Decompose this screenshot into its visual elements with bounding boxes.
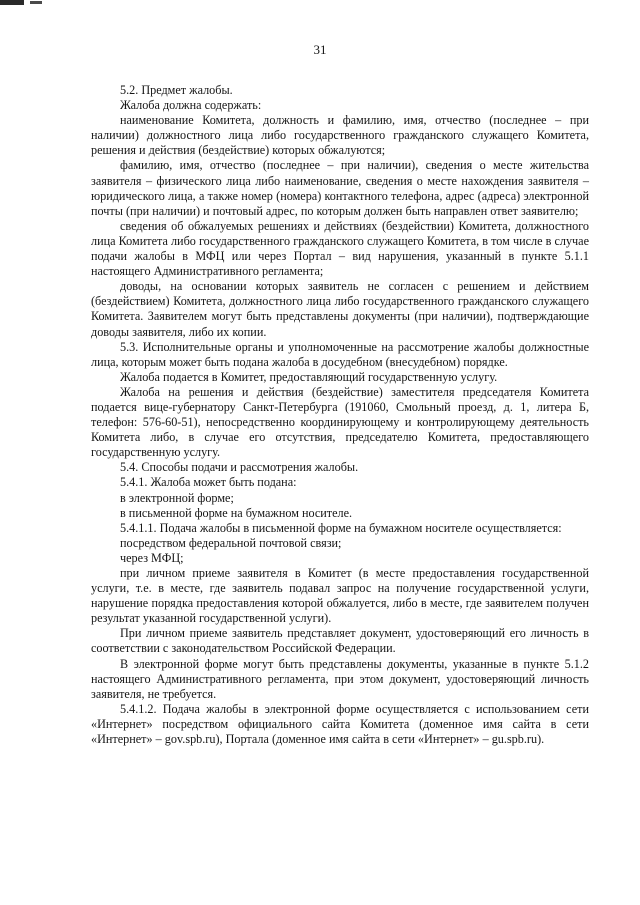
paragraph: посредством федеральной почтовой связи;	[120, 535, 342, 550]
paragraph: Жалоба подается в Комитет, предоставляющий государственную услугу.	[120, 369, 498, 384]
paragraph: фамилию, имя, отчество (последнее – при наличии), сведения о месте жительства заявителя – физического лица либо наименование, сведения о месте нахождения заявителя – юридического лица, а также номер (номера) контактного телефона, адрес (адреса) электронной почты (при наличии) и почтовый адрес, по которым должен быть направлен ответ заявителю;	[91, 158, 589, 218]
page-number: 31	[313, 42, 327, 57]
paragraph: В электронной форме могут быть представлены документы, указанные в пункте 5.1.2 настоящего Административного регламента, при этом документ, удостоверяющий личность заявителя, не требуется.	[91, 656, 589, 701]
paragraph: в письменной форме на бумажном носителе.	[120, 505, 353, 520]
document-body	[91, 83, 589, 747]
scan-edge-mark-secondary	[30, 1, 42, 4]
paragraph: доводы, на основании которых заявитель не согласен с решением и действием (бездействием) Комитета, должностного лица либо государственного гражданского служащего Комитета. Заявителем могут быть представлены документы (при наличии), подтверждающие доводы заявителя, либо их копии.	[91, 279, 589, 339]
section-heading-5-2: 5.2. Предмет жалобы.	[120, 83, 233, 97]
paragraph: при личном приеме заявителя в Комитет (в месте предоставления государственной услуги, т.е. в месте, где заявитель подавал запрос на получение государственной услуги, нарушение порядка предоставления которой обжалуется, либо в месте, где заявителем получен результат указанной государственной услуги).	[91, 566, 589, 626]
paragraph: сведения об обжалуемых решениях и действиях (бездействии) Комитета, должностного лица Комитета либо государственного гражданского служащего Комитета, в том числе в случае подачи жалобы в МФЦ или через Портал – вид нарушения, указанный в пункте 5.1.1 настоящего Административного регламента;	[91, 218, 589, 279]
scan-edge-mark	[0, 0, 24, 5]
section-heading-5-4: 5.4. Способы подачи и рассмотрения жалобы.	[120, 460, 359, 475]
paragraph: Жалоба должна содержать:	[120, 98, 262, 113]
paragraph: 5.4.1.2. Подача жалобы в электронной форме осуществляется с использованием сети «Интернет» посредством официального сайта Комитета (доменное имя сайта в сети «Интернет» – gov.spb.ru), Портала (доменное имя сайта в сети «Интернет» – gu.spb.ru).	[91, 701, 589, 747]
paragraph: наименование Комитета, должность и фамилию, имя, отчество (последнее – при наличии) должностного лица либо государственного гражданского служащего Комитета, решения и действия (бездействие) которых обжалуются;	[91, 113, 589, 158]
paragraph: через МФЦ;	[120, 550, 184, 565]
paragraph: в электронной форме;	[120, 490, 234, 505]
paragraph: 5.4.1.1. Подача жалобы в письменной форме на бумажном носителе осуществляется:	[120, 520, 562, 535]
paragraph: Жалоба на решения и действия (бездействие) заместителя председателя Комитета подается вице-губернатору Санкт-Петербурга (191060, Смольный проезд, д. 1, литера Б, телефон: 576-60-51), непосредственно координирующему и контролирующему деятельность Комитета либо, в случае его отсутствия, председателю Комитета, предоставляющего государственную услугу.	[91, 384, 589, 460]
paragraph: 5.4.1. Жалоба может быть подана:	[120, 475, 297, 490]
paragraph: При личном приеме заявитель представляет документ, удостоверяющий его личность в соответствии с законодательством Российской Федерации.	[91, 626, 589, 656]
section-heading-5-3: 5.3. Исполнительные органы и уполномоченные на рассмотрение жалобы должностные лица, которым может быть подана жалоба в досудебном (внесудебном) порядке.	[91, 339, 589, 369]
